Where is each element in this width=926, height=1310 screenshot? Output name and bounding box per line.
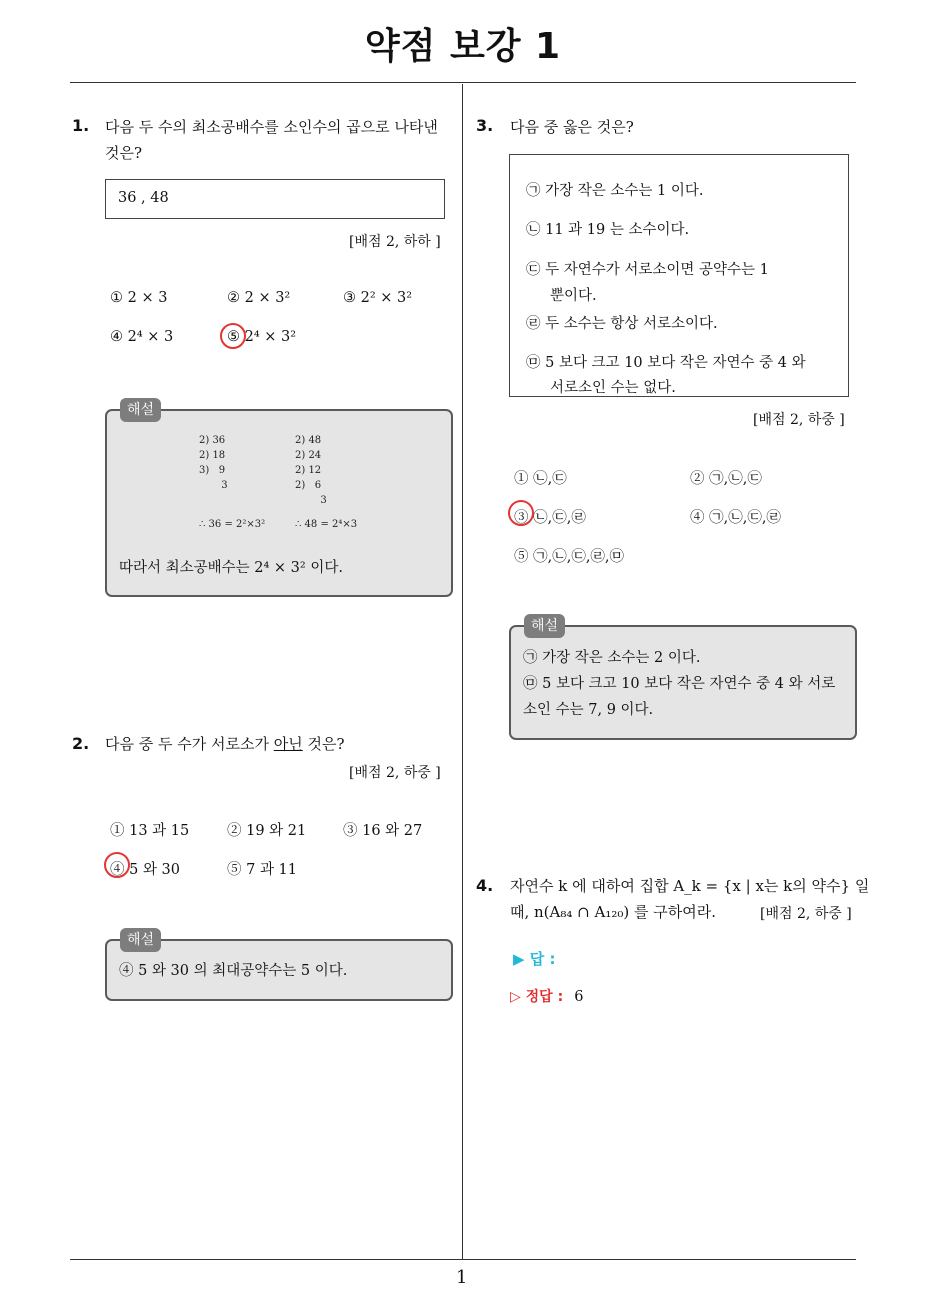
top-rule <box>70 82 856 83</box>
question-1-option-3[interactable]: ③ 2² × 3² <box>343 290 413 306</box>
statement-a: ㉠ 가장 작은 소수는 1 이다. <box>526 183 704 199</box>
answer-mark-circle <box>508 500 534 526</box>
question-1-solution-tag: 해설 <box>120 398 161 422</box>
question-2-option-1[interactable]: ① 13 과 15 <box>110 823 190 839</box>
question-3-statements-box <box>509 154 849 397</box>
bottom-rule <box>70 1259 856 1260</box>
question-3-solution-line3: 소인 수는 7, 9 이다. <box>523 702 654 718</box>
question-3-text: 다음 중 옳은 것은? <box>510 118 634 136</box>
question-3-solution-box <box>509 625 857 740</box>
question-2-text-after: 것은? <box>302 735 345 753</box>
question-4-text-line1: 자연수 k 에 대하여 집합 A_k = {x | x는 k의 약수} 일 <box>510 877 870 895</box>
question-2-solution-text: ④ 5 와 30 의 최대공약수는 5 이다. <box>119 963 348 979</box>
statement-c-cont: 뿐이다. <box>550 288 597 304</box>
question-2-option-5[interactable]: ⑤ 7 과 11 <box>227 862 298 878</box>
question-2-text-before: 다음 중 두 수가 서로소가 <box>105 735 274 753</box>
question-1-calc-36: 2) 36 2) 18 3) 9 3 <box>199 435 228 491</box>
answer-input-label: ▶ 답 : <box>513 950 556 968</box>
question-4-meta: [배점 2, 하중 ] <box>760 906 852 922</box>
answer-mark-circle <box>104 852 130 878</box>
question-2-solution-tag: 해설 <box>120 928 161 952</box>
question-2-option-3[interactable]: ③ 16 와 27 <box>343 823 423 839</box>
question-1-given-box <box>105 179 445 219</box>
question-1-text-line2: 것은? <box>105 144 143 162</box>
question-1-text-line1: 다음 두 수의 최소공배수를 소인수의 곱으로 나타낸 <box>105 118 438 136</box>
correct-answer-value: 6 <box>574 989 584 1005</box>
question-2-option-4[interactable]: ④ 5 와 30 <box>110 862 181 878</box>
statement-c: ㉢ 두 자연수가 서로소이면 공약수는 1 <box>526 262 769 278</box>
correct-answer-label: ▷ 정답 : <box>510 989 564 1005</box>
question-4-text-line2: 때, n(A₈₄ ∩ A₁₂₀) 를 구하여라. <box>510 903 716 921</box>
question-2-option-2[interactable]: ② 19 와 21 <box>227 823 307 839</box>
question-2-meta: [배점 2, 하중 ] <box>349 765 441 781</box>
question-3-option-5[interactable]: ⑤ ㉠,㉡,㉢,㉣,㉤ <box>514 549 625 565</box>
question-1-solution-text: 따라서 최소공배수는 2⁴ × 3² 이다. <box>119 560 343 576</box>
question-2-text <box>105 731 345 758</box>
question-1-option-4[interactable]: ④ 2⁴ × 3 <box>110 329 174 345</box>
question-1-option-5[interactable]: ⑤ 2⁴ × 3² <box>227 329 297 345</box>
question-1-solution-box <box>105 409 453 597</box>
question-3-meta: [배점 2, 하중 ] <box>753 412 845 428</box>
correct-answer-row <box>510 986 584 1006</box>
page-title: 약점 보강 1 <box>364 26 562 67</box>
question-1-calc-48: 2) 48 2) 24 2) 12 2) 6 3 <box>295 435 327 506</box>
question-1-calc-result-36: ∴ 36 = 2²×3² <box>199 519 266 530</box>
statement-e-cont: 서로소인 수는 없다. <box>550 380 676 396</box>
question-2-text-underlined: 아닌 <box>273 735 303 753</box>
question-1-given: 36 , 48 <box>118 190 169 206</box>
statement-d: ㉣ 두 소수는 항상 서로소이다. <box>526 316 718 332</box>
question-1-number: 1. <box>72 116 90 135</box>
question-1-option-2[interactable]: ② 2 × 3² <box>227 290 291 306</box>
column-divider <box>462 84 463 1260</box>
question-3-option-4[interactable]: ④ ㉠,㉡,㉢,㉣ <box>690 510 781 526</box>
question-3-number: 3. <box>476 116 494 135</box>
answer-mark-circle <box>220 323 246 349</box>
question-3-option-2[interactable]: ② ㉠,㉡,㉢ <box>690 471 762 487</box>
page-number: 1 <box>456 1267 468 1288</box>
question-3-solution-tag: 해설 <box>524 614 565 638</box>
question-2-number: 2. <box>72 734 90 753</box>
question-3-option-1[interactable]: ① ㉡,㉢ <box>514 471 567 487</box>
statement-e: ㉤ 5 보다 크고 10 보다 작은 자연수 중 4 와 <box>526 355 806 371</box>
question-1-calc-result-48: ∴ 48 = 2⁴×3 <box>295 519 358 530</box>
question-3-solution-line1: ㉠ 가장 작은 소수는 2 이다. <box>523 650 701 666</box>
question-1-meta: [배점 2, 하하 ] <box>349 234 441 250</box>
question-3-option-3[interactable]: ③ ㉡,㉢,㉣ <box>514 510 586 526</box>
statement-b: ㉡ 11 과 19 는 소수이다. <box>526 222 690 238</box>
question-1-option-1[interactable]: ① 2 × 3 <box>110 290 168 306</box>
question-3-solution-line2: ㉤ 5 보다 크고 10 보다 작은 자연수 중 4 와 서로 <box>523 676 836 692</box>
question-4-number: 4. <box>476 876 494 895</box>
